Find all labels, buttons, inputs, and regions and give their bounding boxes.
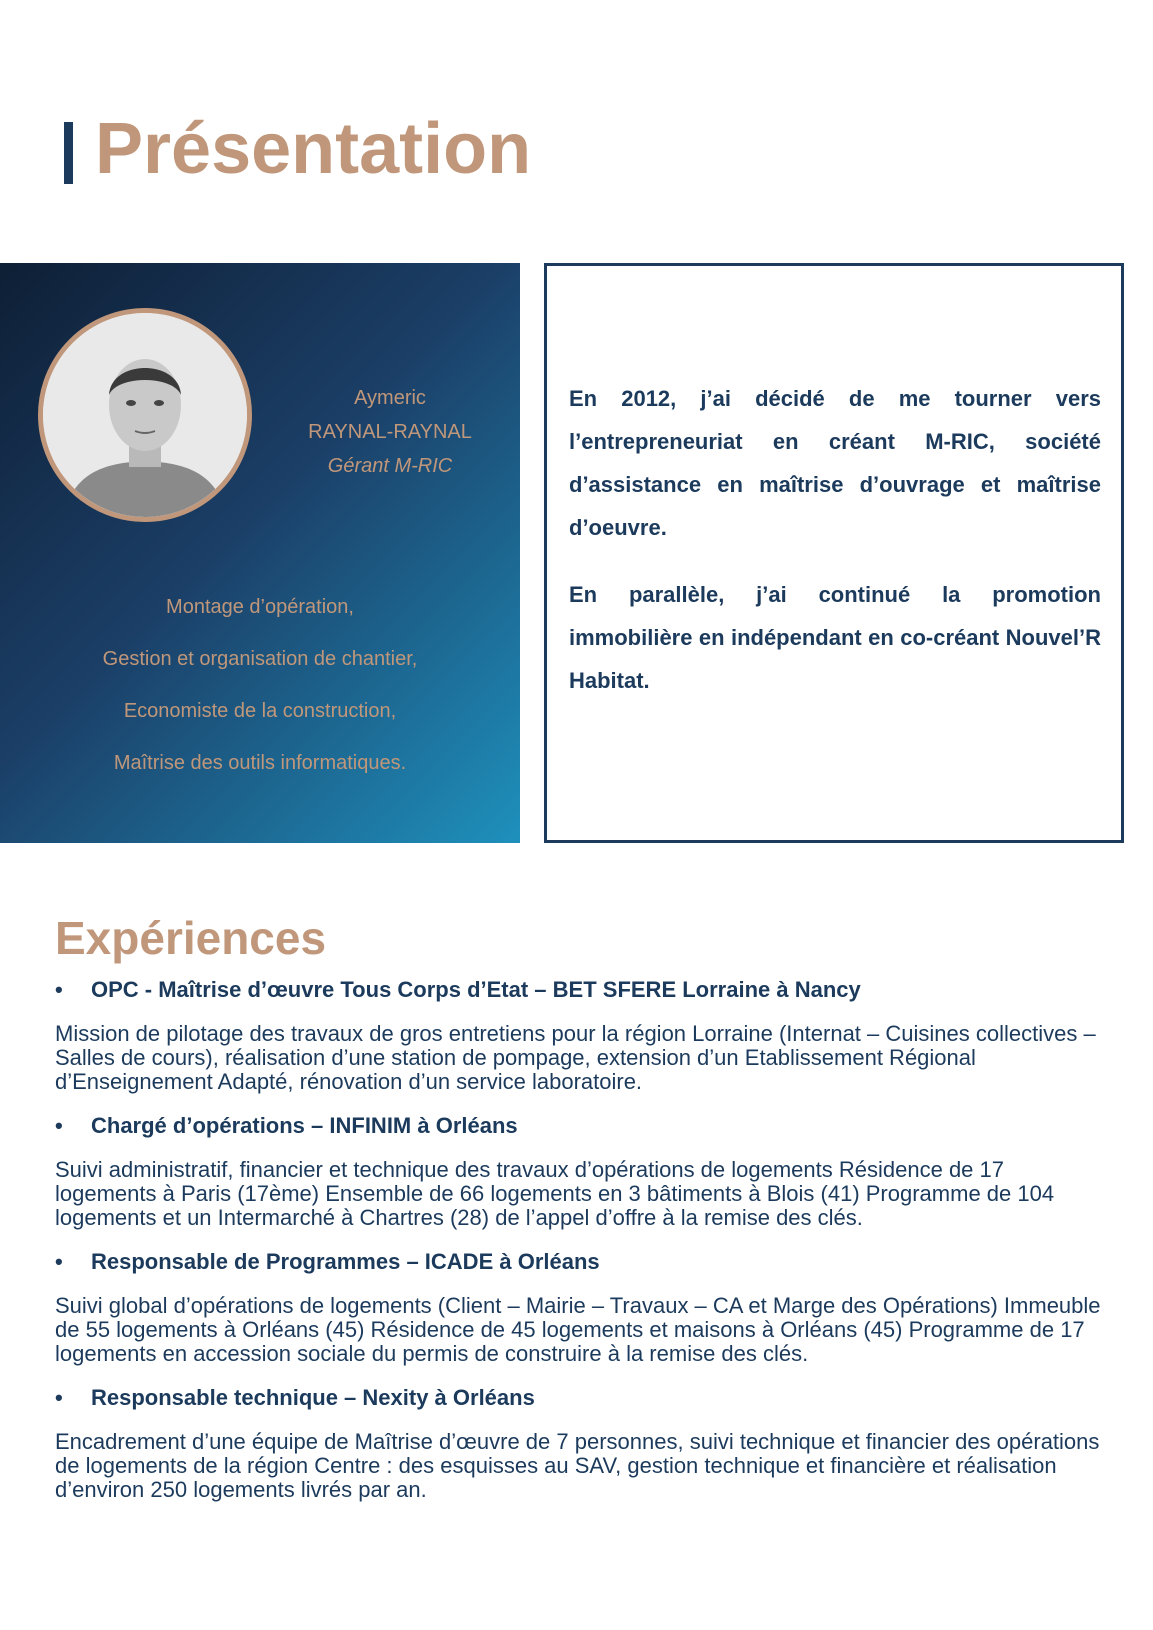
experience-description: Suivi administratif, financier et technique des travaux d’opérations de logements Résidence de 17 logements à Paris (17ème) Ensemble de 66 logements en 3 bâtiments à Blois (41) Programme de 104 logements et un Intermarché à Chartres (28) de l’appel d’offre à la remise des clés. bbox=[55, 1157, 1055, 1230]
profile-name-block bbox=[290, 381, 490, 483]
skills-list bbox=[0, 593, 520, 801]
experience-title: OPC - Maîtrise d’œuvre Tous Corps d’Etat – BET SFERE Lorraine à Nancy bbox=[91, 977, 861, 1002]
experiences-list bbox=[55, 976, 1105, 1520]
experiences-title: Expériences bbox=[55, 912, 327, 964]
experience-item bbox=[55, 1384, 1105, 1502]
bullet-icon: • bbox=[55, 1249, 63, 1274]
experience-heading bbox=[55, 1112, 1105, 1140]
experience-description: Mission de pilotage des travaux de gros entretiens pour la région Lorraine (Internat – Cuisines collectives – Salles de cours), réalisation d’une station de pompage, extension d’un Etablissement Régional d’Enseignement Adapté, rénovation d’un service laboratoire. bbox=[55, 1021, 1096, 1094]
experience-item bbox=[55, 1112, 1105, 1230]
experience-heading bbox=[55, 1384, 1105, 1412]
experience-heading bbox=[55, 976, 1105, 1004]
bullet-icon: • bbox=[55, 1113, 63, 1138]
profile-photo bbox=[38, 308, 252, 522]
experience-item bbox=[55, 1248, 1105, 1366]
experience-title: Responsable technique – Nexity à Orléans bbox=[91, 1385, 535, 1410]
profile-panel bbox=[0, 263, 520, 843]
title-accent-bar bbox=[64, 122, 73, 184]
first-name: Aymeric bbox=[354, 387, 426, 409]
skill-item: Montage d’opération, bbox=[166, 596, 354, 618]
bullet-icon: • bbox=[55, 1385, 63, 1410]
page-title: Présentation bbox=[95, 109, 532, 189]
experience-title: Responsable de Programmes – ICADE à Orléans bbox=[91, 1249, 600, 1274]
last-name: RAYNAL-RAYNAL bbox=[308, 421, 472, 443]
skill-item: Gestion et organisation de chantier, bbox=[102, 648, 418, 670]
intro-paragraph: En 2012, j’ai décidé de me tourner vers l’entrepreneuriat en créant M-RIC, société d’assistance en maîtrise d’ouvrage et maîtrise d’oeuvre. bbox=[569, 386, 1101, 540]
experience-description: Encadrement d’une équipe de Maîtrise d’œuvre de 7 personnes, suivi technique et financier des opérations de logements de la région Centre : des esquisses au SAV, gestion technique et financière et réalisation d’environ 250 logements livrés par an. bbox=[55, 1429, 1100, 1502]
job-role: Gérant M-RIC bbox=[327, 455, 453, 477]
experience-title: Chargé d’opérations – INFINIM à Orléans bbox=[91, 1113, 518, 1138]
skill-item: Economiste de la construction, bbox=[123, 700, 397, 722]
intro-text bbox=[569, 377, 1101, 726]
intro-box bbox=[544, 263, 1124, 843]
intro-paragraph: En parallèle, j’ai continué la promotion immobilière en indépendant en co-créant Nouvel’R Habitat. bbox=[569, 582, 1101, 693]
skill-item: Maîtrise des outils informatiques. bbox=[113, 752, 407, 774]
experience-heading bbox=[55, 1248, 1105, 1276]
bullet-icon: • bbox=[55, 977, 63, 1002]
experience-description: Suivi global d’opérations de logements (Client – Mairie – Travaux – CA et Marge des Opérations) Immeuble de 55 logements à Orléans (45) Résidence de 45 logements et maisons à Orléans (45) Programme de 17 logements en accession sociale du permis de construire à la remise des clés. bbox=[55, 1293, 1101, 1366]
experience-item bbox=[55, 976, 1105, 1094]
